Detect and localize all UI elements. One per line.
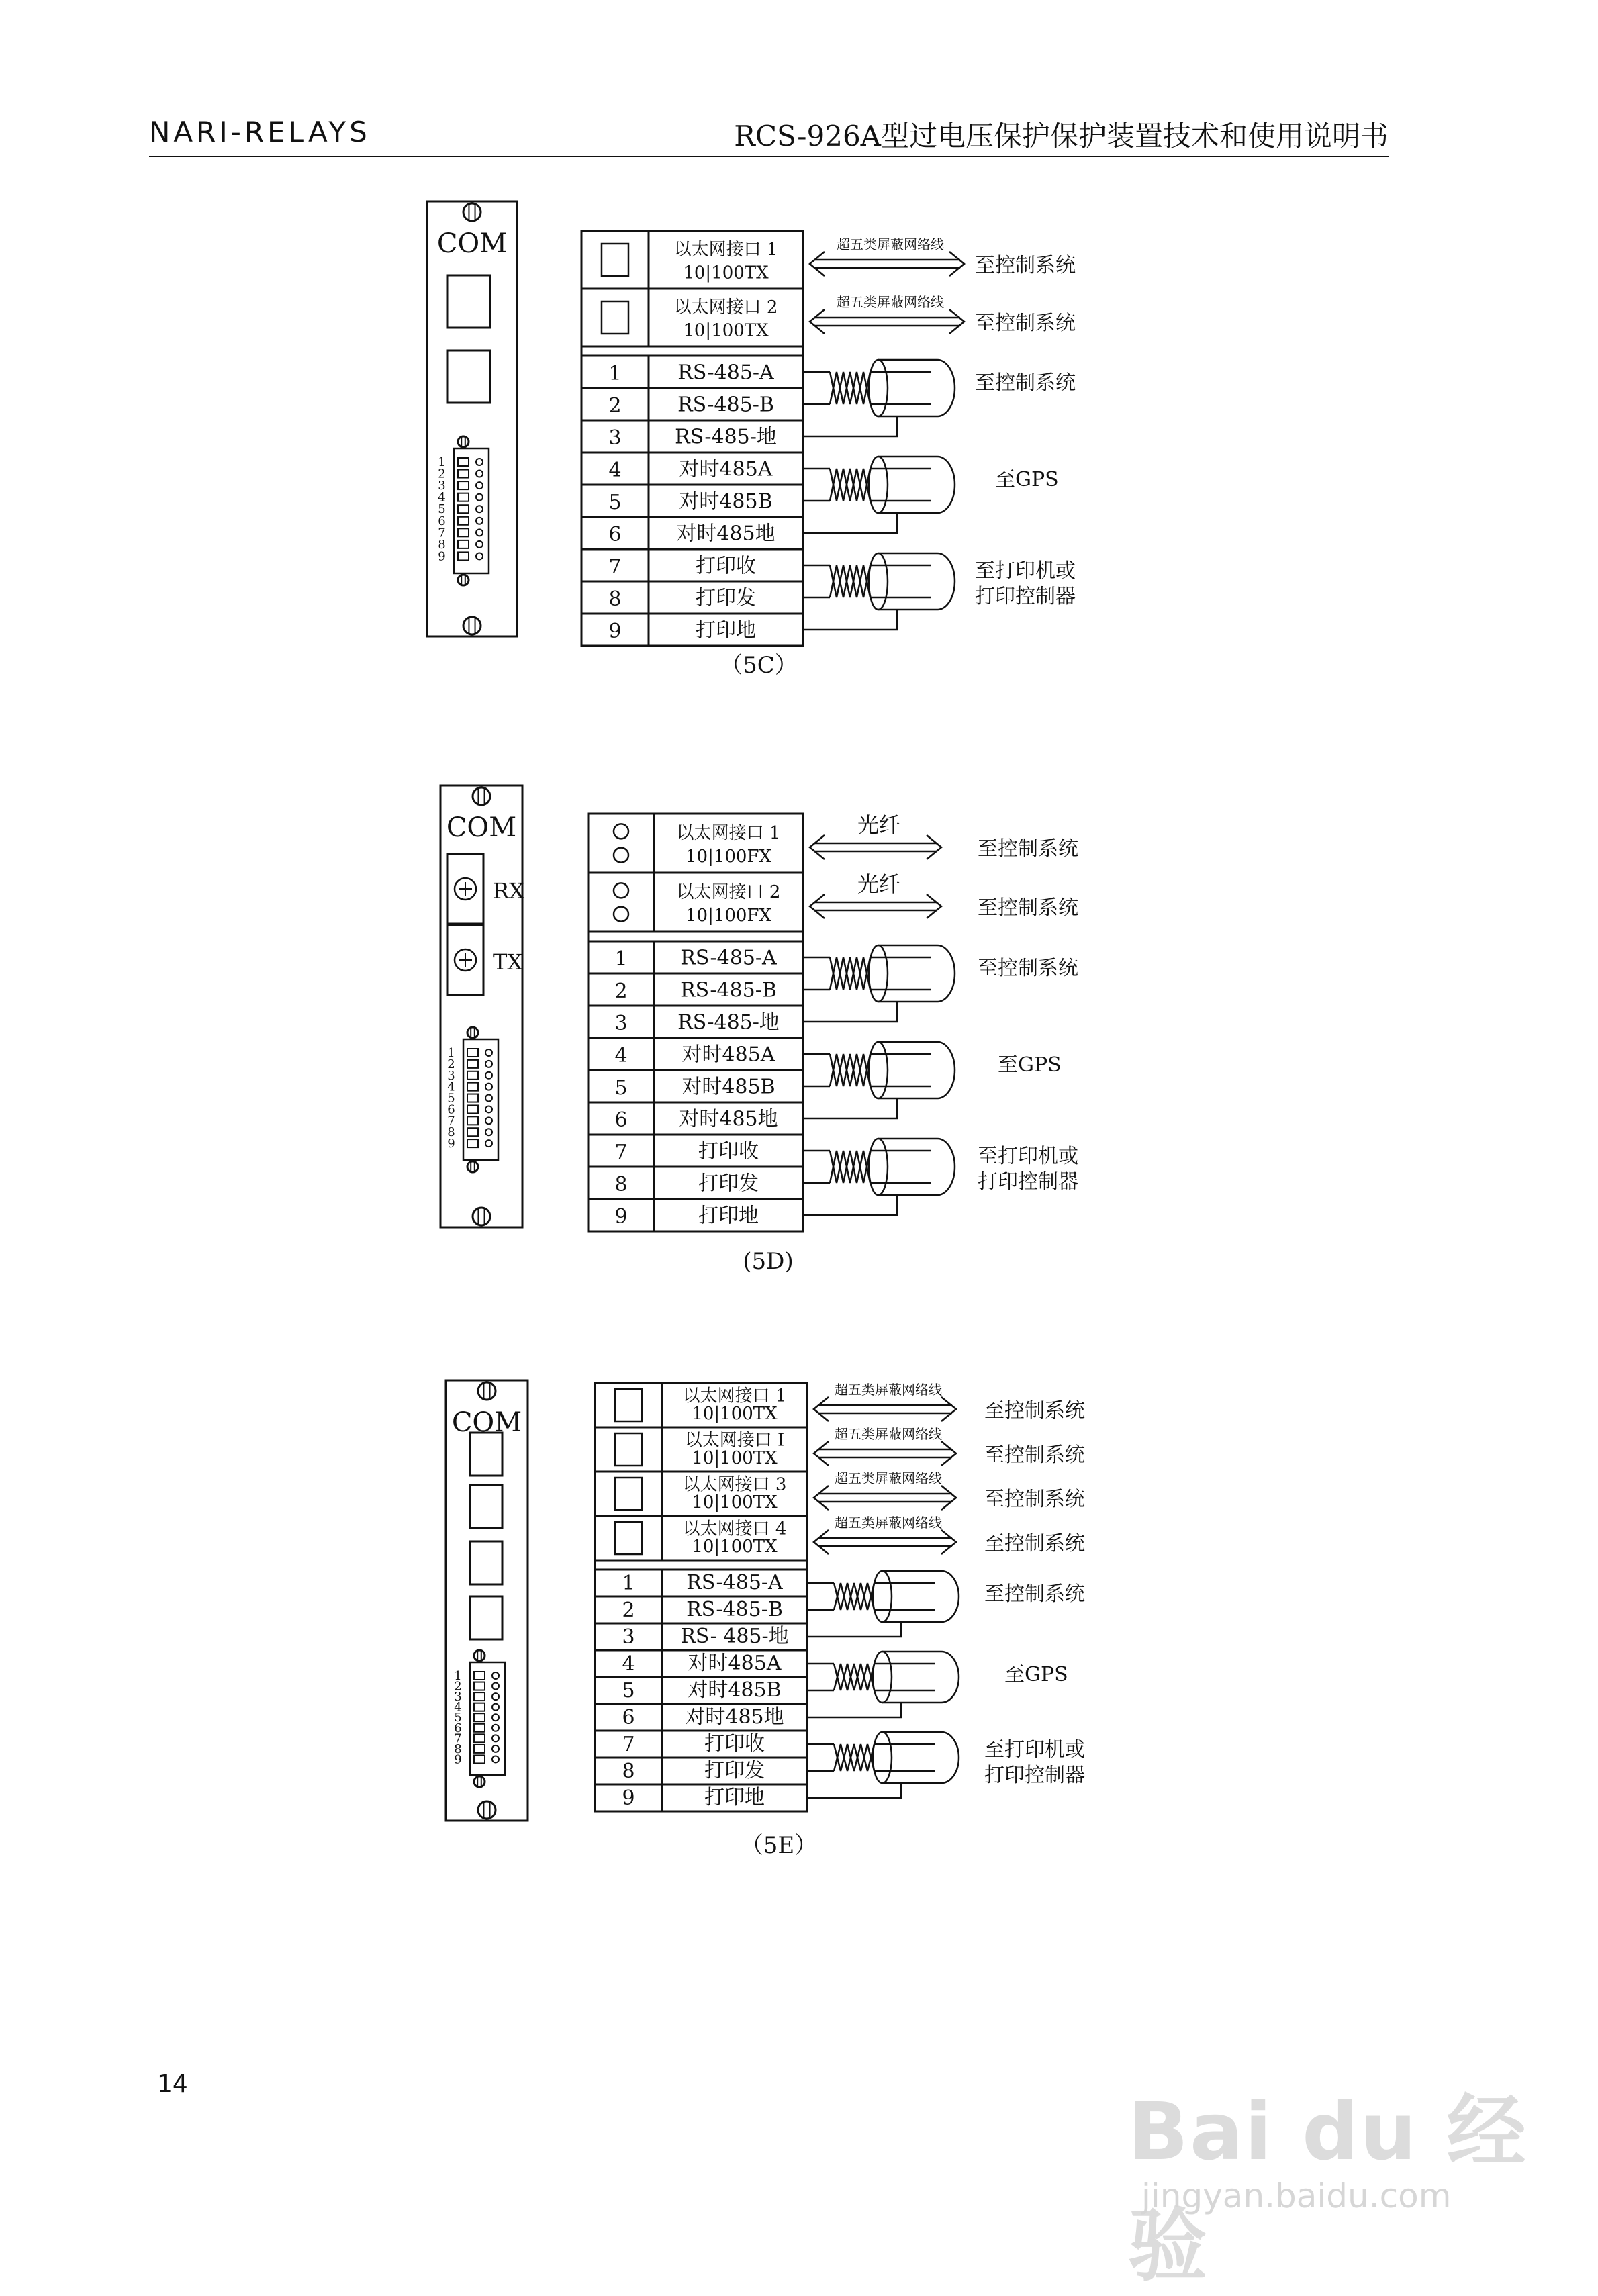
terminal-label: RS-485-A: [686, 1570, 783, 1594]
terminal-number: 7: [622, 1733, 635, 1756]
terminal-label: 对时485地: [676, 522, 775, 546]
page-number: 14: [157, 2070, 188, 2098]
eth-port-spec: 10|100TX: [692, 1404, 778, 1425]
connector-screw: [492, 1714, 499, 1721]
panel-label: COM: [446, 812, 517, 843]
com-panel: [440, 785, 522, 1227]
connector-pin-number: 8: [438, 537, 446, 552]
connector-pin-number: 2: [454, 1679, 462, 1694]
terminal-label: RS-485-地: [675, 425, 777, 449]
rj45-port-icon: [615, 1478, 642, 1510]
screw-icon: [474, 1650, 485, 1661]
shield-ring: [873, 1571, 892, 1622]
header-brand: NARI-RELAYS: [149, 115, 371, 148]
eth-port-spec: 10|100TX: [692, 1537, 778, 1558]
header-title: RCS-926A型过电压保护保护装置技术和使用说明书: [734, 119, 1389, 152]
cable-label: 超五类屏蔽网络线: [835, 1426, 942, 1442]
connector-pin: [467, 1049, 478, 1057]
connector-pin-number: 6: [447, 1102, 455, 1117]
ground-wire: [803, 513, 897, 533]
connector-pin: [474, 1692, 485, 1701]
screw-icon: [473, 1208, 490, 1225]
shield-cable: [882, 1652, 959, 1703]
terminal-number: 6: [614, 1108, 628, 1132]
connector-screw: [485, 1106, 492, 1112]
terminal-label: 打印发: [696, 586, 756, 610]
connector-screw: [492, 1683, 499, 1690]
connector-pin: [474, 1745, 485, 1753]
terminal-label: 对时485地: [685, 1705, 784, 1729]
terminal-label: 对时485A: [688, 1651, 782, 1675]
connector-pin-number: 6: [438, 514, 446, 528]
connector-pin-number: 5: [438, 502, 446, 517]
group-destination: 至GPS: [995, 468, 1059, 491]
arrow-head-left: [814, 1530, 829, 1554]
terminal-number: 3: [614, 1012, 628, 1035]
eth-destination: 至控制系统: [975, 312, 1076, 335]
arrow-head-right: [949, 309, 964, 334]
connector-screw: [476, 529, 483, 536]
group-destination: 至打印机或: [978, 1145, 1078, 1168]
terminal-label: RS-485-B: [680, 978, 777, 1002]
group-destination: 至打印机或: [975, 559, 1076, 583]
shield-cable: [878, 457, 955, 513]
ground-wire: [807, 1622, 901, 1637]
eth-port-name: 以太网接口 2: [676, 881, 781, 902]
terminal-number: 7: [608, 555, 622, 579]
arrow-head-right: [927, 894, 941, 918]
connector-pin: [458, 481, 469, 489]
connector-pin: [458, 470, 469, 478]
arrow-head-right: [949, 252, 964, 276]
connector-pin-number: 9: [438, 549, 446, 564]
arrow-head-left: [810, 894, 825, 918]
terminal-number: 2: [622, 1598, 635, 1622]
terminal-number: 8: [614, 1173, 628, 1196]
eth-destination: 至控制系统: [984, 1532, 1085, 1556]
connector-pin: [458, 517, 469, 525]
connector-pin: [474, 1755, 485, 1763]
arrow-head-left: [814, 1441, 829, 1466]
eth-port-name: 以太网接口 1: [676, 822, 781, 843]
connector-pin-number: 4: [438, 490, 446, 505]
shield-ring: [869, 360, 888, 416]
watermark-brand: Bai du 经验: [1128, 2085, 1527, 2292]
connector-screw: [492, 1735, 499, 1741]
eth-port-spec: 10|100FX: [685, 847, 772, 867]
connector-screw: [492, 1704, 499, 1711]
connector-screw: [485, 1095, 492, 1102]
terminal-label: RS- 485-地: [680, 1624, 789, 1648]
cable-label: 超五类屏蔽网络线: [835, 1515, 942, 1531]
connector-pin: [474, 1672, 485, 1680]
shield-cable: [878, 1042, 955, 1098]
screw-icon: [474, 1776, 485, 1787]
screw-icon: [463, 203, 481, 221]
eth-port-name: 以太网接口 1: [673, 240, 778, 260]
screw-icon: [467, 1027, 478, 1038]
eth-destination: 至控制系统: [978, 896, 1078, 920]
connector-screw: [476, 459, 483, 465]
eth-port-spec: 10|100TX: [683, 262, 769, 283]
connector-screw: [476, 518, 483, 524]
connector-pin: [467, 1116, 478, 1125]
ground-wire: [803, 1002, 897, 1022]
panel-label: COM: [436, 228, 508, 259]
figure-5e: [446, 1380, 1085, 1859]
ground-wire: [807, 1703, 901, 1717]
arrow-head-left: [814, 1486, 829, 1510]
connector-pin-number: 9: [454, 1752, 462, 1767]
rj45-port-icon: [602, 301, 628, 334]
baidu-watermark: [1128, 2027, 1558, 2292]
eth-port-name: 以太网接口 I: [684, 1430, 785, 1451]
connector-pin-number: 6: [454, 1721, 462, 1735]
terminal-number: 8: [622, 1760, 635, 1783]
group-destination: 至打印机或: [984, 1738, 1085, 1762]
arrow-head-left: [810, 252, 825, 276]
terminal-number: 3: [622, 1625, 635, 1649]
connector-pin: [458, 505, 469, 513]
figure-5d: [440, 785, 1078, 1275]
terminal-number: 4: [608, 459, 622, 482]
jack-label: TX: [493, 949, 523, 975]
screw-icon: [458, 575, 469, 585]
connector-pin-number: 8: [454, 1741, 462, 1756]
eth-destination: 至控制系统: [984, 1488, 1085, 1511]
eth-port-name: 以太网接口 2: [673, 297, 778, 318]
terminal-label: RS-485-B: [677, 393, 774, 417]
shield-ring: [873, 1652, 892, 1703]
figure-caption: （5C）: [720, 652, 798, 679]
arrow-head-right: [941, 1397, 956, 1421]
screw-icon: [458, 436, 469, 447]
terminal-label: 对时485B: [682, 1075, 775, 1099]
terminal-number: 9: [608, 620, 622, 643]
connector-screw: [476, 471, 483, 477]
connector-pin: [467, 1105, 478, 1113]
connector-pin-number: 7: [447, 1114, 455, 1129]
connector-screw: [476, 482, 483, 489]
cable-label: 超五类屏蔽网络线: [835, 1470, 942, 1486]
connector-screw: [485, 1117, 492, 1124]
connector-pin-number: 7: [454, 1731, 462, 1746]
terminal-number: 2: [614, 979, 628, 1003]
eth-destination: 至控制系统: [984, 1399, 1085, 1423]
terminal-label: 打印发: [704, 1758, 765, 1782]
fiber-led-icon: [614, 824, 628, 839]
screw-icon: [478, 1801, 496, 1819]
rj45-port: [447, 275, 490, 328]
shield-ring: [869, 457, 888, 513]
connector-pin-number: 4: [454, 1700, 462, 1715]
shield-cable: [878, 945, 955, 1002]
terminal-number: 5: [614, 1076, 628, 1100]
terminal-number: 5: [608, 491, 622, 514]
cable-label: 光纤: [857, 812, 901, 838]
connector-screw: [492, 1672, 499, 1679]
rj45-port-icon: [602, 244, 628, 276]
connector-pin-number: 3: [438, 479, 446, 493]
rj45-port-icon: [615, 1433, 642, 1466]
eth-port-name: 以太网接口 1: [682, 1386, 787, 1406]
terminal-label: 对时485地: [679, 1107, 778, 1131]
connector-screw: [492, 1693, 499, 1700]
connector-screw: [492, 1756, 499, 1762]
terminal-label: RS-485-地: [677, 1010, 780, 1035]
group-destination: 至GPS: [998, 1053, 1062, 1077]
group-destination: 打印控制器: [984, 1764, 1085, 1787]
screw-icon: [467, 1161, 478, 1172]
group-destination: 至控制系统: [975, 371, 1076, 395]
terminal-label: 打印收: [704, 1731, 765, 1756]
watermark-url: jingyan.baidu.com: [1141, 2177, 1452, 2215]
panel-label: COM: [451, 1407, 522, 1438]
eth-destination: 至控制系统: [978, 837, 1078, 861]
terminal-number: 5: [622, 1679, 635, 1703]
connector-pin-number: 2: [447, 1057, 455, 1071]
group-destination: 至控制系统: [984, 1582, 1085, 1606]
terminal-number: 1: [614, 947, 628, 971]
connector-screw: [492, 1725, 499, 1731]
connector-pin-number: 3: [447, 1068, 455, 1083]
terminal-number: 4: [622, 1652, 635, 1676]
connector-pin-number: 9: [447, 1137, 455, 1151]
terminal-number: 6: [608, 523, 622, 546]
connector-pin: [474, 1724, 485, 1732]
connector-pin: [458, 493, 469, 501]
connector-pin-number: 8: [447, 1125, 455, 1140]
fiber-led-icon: [614, 883, 628, 898]
terminal-number: 2: [608, 394, 622, 418]
eth-destination: 至控制系统: [975, 254, 1076, 277]
connector-screw: [476, 553, 483, 559]
connector-pin: [474, 1734, 485, 1742]
shield-cable: [878, 553, 955, 610]
connector-pin: [467, 1060, 478, 1068]
ground-wire: [803, 1195, 897, 1215]
terminal-label: RS-485-A: [677, 361, 774, 385]
terminal-number: 3: [608, 426, 622, 450]
group-destination: 至控制系统: [978, 957, 1078, 980]
connector-pin-number: 4: [447, 1080, 455, 1094]
shield-ring: [873, 1732, 892, 1783]
cable-label: 光纤: [857, 871, 901, 897]
ground-wire: [807, 1783, 901, 1798]
terminal-number: 9: [614, 1205, 628, 1229]
arrow-head-right: [941, 1441, 956, 1466]
terminal-number: 8: [608, 587, 622, 611]
connector-screw: [485, 1049, 492, 1056]
arrow-head-right: [927, 835, 941, 859]
connector-pin: [467, 1139, 478, 1147]
shield-ring: [869, 1042, 888, 1098]
fiber-led-icon: [614, 907, 628, 922]
connector-pin: [458, 528, 469, 536]
terminal-label: RS-485-A: [680, 946, 777, 970]
connector-screw: [485, 1140, 492, 1147]
terminal-number: 1: [608, 362, 622, 385]
eth-port-spec: 10|100FX: [685, 906, 772, 926]
eth-port-name: 以太网接口 3: [682, 1474, 787, 1495]
connector-screw: [485, 1084, 492, 1090]
shield-cable: [878, 360, 955, 416]
connector-pin: [467, 1071, 478, 1080]
connector-screw: [476, 494, 483, 501]
rj45-port: [470, 1433, 502, 1476]
group-destination: 打印控制器: [978, 1170, 1078, 1194]
connector-pin-number: 2: [438, 467, 446, 481]
connector-pin: [458, 458, 469, 466]
screw-icon: [473, 787, 490, 805]
eth-destination: 至控制系统: [984, 1443, 1085, 1467]
connector-pin: [474, 1713, 485, 1721]
eth-port-spec: 10|100TX: [683, 320, 769, 341]
rj45-port: [470, 1485, 502, 1528]
connector-screw: [476, 506, 483, 512]
terminal-number: 9: [622, 1786, 635, 1810]
arrow-head-left: [810, 835, 825, 859]
connector-pin: [467, 1094, 478, 1102]
eth-port-spec: 10|100TX: [692, 1492, 778, 1513]
terminal-label: RS-485-B: [686, 1597, 783, 1621]
arrow-head-left: [814, 1397, 829, 1421]
cable-label: 超五类屏蔽网络线: [837, 236, 944, 252]
terminal-label: 打印地: [704, 1785, 765, 1809]
connector-pin: [467, 1083, 478, 1091]
arrow-head-right: [941, 1486, 956, 1510]
screw-icon: [463, 617, 481, 634]
group-destination: 打印控制器: [975, 585, 1076, 608]
shield-cable: [882, 1732, 959, 1783]
terminal-number: 6: [622, 1706, 635, 1729]
connector-pin-number: 5: [454, 1711, 462, 1725]
terminal-label: 对时485B: [679, 489, 773, 514]
connector-pin-number: 7: [438, 526, 446, 540]
figure-caption: (5D): [743, 1248, 794, 1275]
terminal-label: 打印收: [698, 1139, 759, 1163]
connector-pin-number: 1: [438, 455, 446, 469]
connector-pin: [474, 1682, 485, 1690]
connector-pin: [474, 1703, 485, 1711]
connector-screw: [476, 541, 483, 548]
connector-pin-number: 5: [447, 1091, 455, 1106]
shield-cable: [882, 1571, 959, 1622]
terminal-number: 4: [614, 1044, 628, 1067]
terminal-label: 对时485B: [688, 1678, 782, 1702]
connector-pin-number: 3: [454, 1690, 462, 1705]
eth-port-name: 以太网接口 4: [682, 1519, 787, 1539]
connector-screw: [485, 1061, 492, 1067]
connector-pin: [458, 540, 469, 548]
ground-wire: [803, 1098, 897, 1118]
shield-ring: [869, 1139, 888, 1195]
screw-icon: [478, 1382, 496, 1400]
connector-pin-number: 1: [454, 1669, 462, 1683]
connector-pin: [458, 552, 469, 560]
connector-screw: [485, 1072, 492, 1079]
connector-screw: [492, 1745, 499, 1752]
com-panel: [427, 201, 517, 636]
terminal-number: 1: [622, 1572, 635, 1595]
terminal-label: 对时485A: [679, 457, 773, 481]
jack-label: RX: [493, 878, 524, 904]
arrow-head-right: [941, 1530, 956, 1554]
connector-pin: [467, 1128, 478, 1136]
rj45-port: [447, 350, 490, 403]
terminal-label: 打印地: [698, 1204, 759, 1228]
fiber-led-icon: [614, 848, 628, 863]
figure-5c: [427, 201, 1076, 679]
terminal-label: 打印地: [696, 618, 756, 642]
terminal-label: 对时485A: [682, 1043, 775, 1067]
terminal-connector: [454, 448, 489, 573]
shield-cable: [878, 1139, 955, 1195]
terminal-number: 7: [614, 1141, 628, 1164]
rj45-port: [470, 1596, 502, 1639]
eth-port-spec: 10|100TX: [692, 1448, 778, 1469]
rj45-port-icon: [615, 1389, 642, 1421]
shield-ring: [869, 945, 888, 1002]
rj45-port: [470, 1541, 502, 1584]
connector-screw: [485, 1129, 492, 1135]
group-destination: 至GPS: [1004, 1663, 1068, 1686]
shield-ring: [869, 553, 888, 610]
arrow-head-left: [810, 309, 825, 334]
ground-wire: [803, 610, 897, 630]
cable-label: 超五类屏蔽网络线: [835, 1382, 942, 1398]
cable-label: 超五类屏蔽网络线: [837, 294, 944, 310]
figure-caption: （5E）: [740, 1832, 818, 1859]
connector-pin-number: 1: [447, 1046, 455, 1060]
ground-wire: [803, 416, 897, 436]
rj45-port-icon: [615, 1522, 642, 1554]
terminal-label: 打印收: [696, 554, 756, 578]
terminal-label: 打印发: [698, 1171, 759, 1196]
